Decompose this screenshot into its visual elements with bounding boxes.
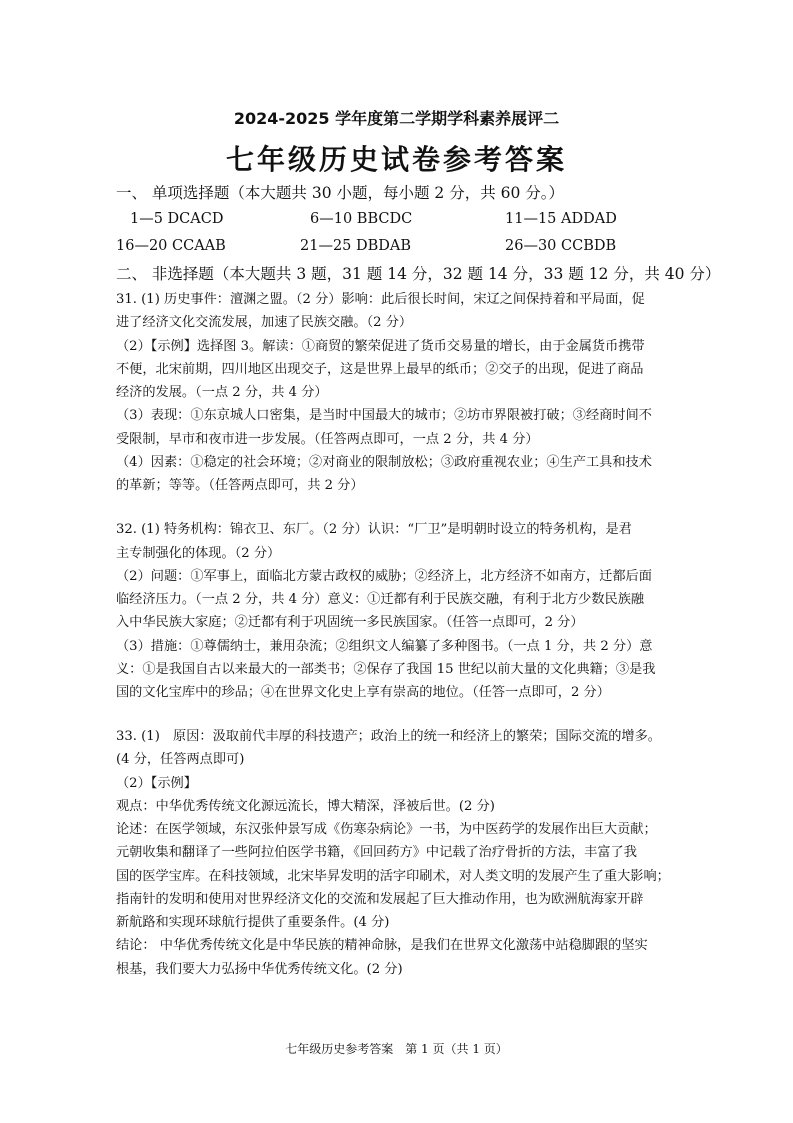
- q31-line: 经济的发展。（一点 2 分，共 4 分）: [116, 385, 328, 400]
- q33-line: (4 分，任答两点即可): [116, 752, 245, 767]
- answer-group: 1—5 DCACD: [130, 211, 224, 227]
- q31-line: 31. (1) 历史事件：澶渊之盟。（2 分）影响：此后很长时间，宋辽之间保持着和平局面，促: [116, 292, 645, 307]
- q33-line: 元朝收集和翻译了一些阿拉伯医学书籍，《回回药方》中记载了治疗骨折的方法，丰富了我: [116, 845, 637, 860]
- q33-line: 结论： 中华优秀传统文化是中华民族的精神命脉，是我们在世界文化激荡中站稳脚跟的坚实: [116, 938, 648, 953]
- answer-group: 11—15 ADDAD: [505, 211, 617, 227]
- q31-line: （2）【示例】选择图 3。解读：①商贸的繁荣促进了货币交易量的增长，由于金属货币携带: [116, 339, 645, 354]
- answer-group: 16—20 CCAAB: [116, 238, 226, 254]
- q33-line: 33. (1) 原因：汲取前代丰厚的科技遗产；政治上的统一和经济上的繁荣；国际交流的增多。: [116, 729, 661, 744]
- q32-line: 义：①是我国自古以来最大的一部类书；②保存了我国 15 世纪以前大量的文化典籍；③是我: [116, 662, 656, 677]
- q32-line: 入中华民族大家庭；②迁都有利于巩固统一多民族国家。（任答一点即可，2 分）: [116, 615, 584, 630]
- q31-line: （3）表现：①东京城人口密集，是当时中国最大的城市；②坊市界限被打破；③经商时间不: [116, 408, 652, 423]
- q33-line: 指南针的发明和使用对世界经济文化的交流和发展起了巨大推动作用，也为欧洲航海家开辟: [116, 892, 644, 907]
- q32-line: 主专制强化的体现。（2 分）: [116, 546, 281, 561]
- q33-line: 根基，我们要大力弘扬中华优秀传统文化。(2 分): [116, 962, 403, 977]
- q33-line: 新航路和实现环球航行提供了重要条件。(4 分): [116, 915, 390, 930]
- q31-line: 不便，北宋前期，四川地区出现交子，这是世界上最早的纸币；②交子的出现，促进了商品: [116, 362, 644, 377]
- q32-line: 临经济压力。（一点 2 分，共 4 分）意义：①迁都有利于民族交融，有利于北方少数民族融: [116, 592, 645, 607]
- q31-line: 进了经济文化交流发展，加速了民族交融。（2 分）: [116, 315, 413, 330]
- q32-line: 国的文化宝库中的珍品；④在世界文化史上享有崇高的地位。（任答一点即可，2 分）: [116, 685, 610, 700]
- section2-heading: 二、 非选择题（本大题共 3 题，31 题 14 分，32 题 14 分，33 题 12 分，共 40 分）: [116, 265, 721, 283]
- exam-header: 2024-2025 学年度第二学期学科素养展评二: [233, 109, 560, 128]
- section1-heading: 一、 单项选择题（本大题共 30 小题，每小题 2 分，共 60 分。）: [116, 184, 565, 202]
- page-title: 七年级历史试卷参考答案: [225, 143, 567, 176]
- q33-line: 国的医学宝库。在科技领域，北宋毕昇发明的活字印刷术，对人类文明的发展产生了重大影响；: [116, 869, 670, 884]
- q32-line: （3）措施：①尊儒纳士，兼用杂流；②组织文人编纂了多种图书。（一点 1 分，共 2 分）意: [116, 639, 653, 654]
- answer-group: 26—30 CCBDB: [505, 238, 617, 254]
- answer-group: 21—25 DBDAB: [300, 238, 412, 254]
- q33-line: 观点：中华优秀传统文化源远流长，博大精深，泽被后世。(2 分): [116, 799, 495, 814]
- q31-line: （4）因素：①稳定的社会环境；②对商业的限制放松；③政府重视农业；④生产工具和技术: [116, 455, 652, 470]
- q32-line: （2）问题：①军事上，面临北方蒙古政权的威胁；②经济上，北方经济不如南方，迁都后面: [116, 569, 652, 584]
- q33-line: （2）【示例】: [116, 776, 197, 791]
- q32-line: 32. (1) 特务机构：锦衣卫、东厂。（2 分）认识：“厂卫”是明朝时设立的特务机构，是君: [116, 522, 632, 537]
- answer-group: 6—10 BBCDC: [310, 211, 413, 227]
- q31-line: 的革新；等等。（任答两点即可，共 2 分）: [116, 478, 364, 493]
- page-footer: 七年级历史参考答案 第 1 页（共 1 页）: [285, 1042, 508, 1056]
- q31-line: 受限制，早市和夜市进一步发展。（任答两点即可，一点 2 分，共 4 分）: [116, 432, 539, 447]
- q33-line: 论述：在医学领域，东汉张仲景写成《伤寒杂病论》一书，为中医药学的发展作出巨大贡献；: [116, 822, 657, 837]
